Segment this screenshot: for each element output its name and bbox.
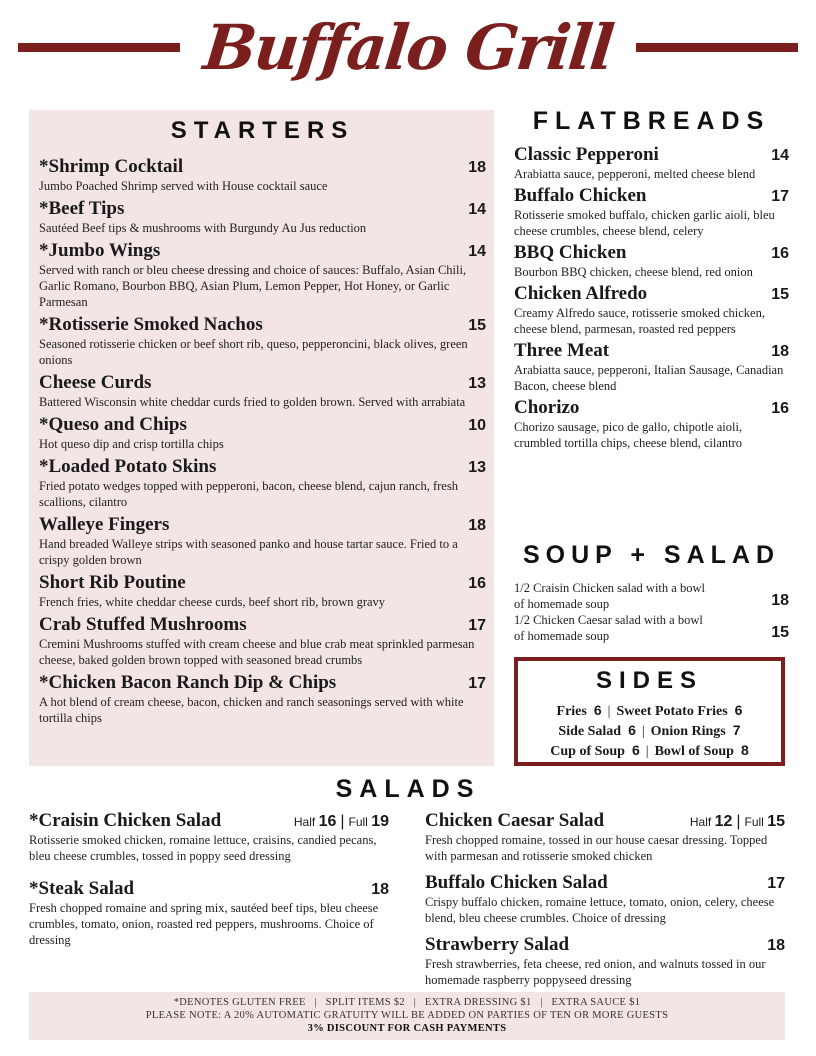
- soup-salad-price: 18: [771, 592, 789, 609]
- menu-item-header: [39, 672, 486, 694]
- menu-item-price: 17: [468, 675, 486, 692]
- menu-item-price: 17: [771, 188, 789, 205]
- menu-item-header: [514, 242, 789, 264]
- menu-item-header: [514, 144, 789, 166]
- menu-item-price: 14: [468, 243, 486, 260]
- menu-item-name: *Shrimp Cocktail: [39, 156, 184, 177]
- divider: |: [645, 744, 649, 759]
- menu-item-price: 16: [468, 575, 486, 592]
- full-label: Full: [348, 815, 368, 829]
- salad-item-description: Fresh chopped romaine, tossed in our house caesar dressing. Topped with parmesan and rotisserie smoked chicken: [425, 833, 768, 863]
- soup-salad-item: [514, 612, 789, 644]
- flatbreads-list: [514, 144, 789, 451]
- soup-salad-desc: 1/2 Chicken Caesar salad with a bowl of homemade soup: [514, 613, 703, 643]
- menu-item-name: *Rotisserie Smoked Nachos: [39, 314, 263, 335]
- menu-item-name: Cheese Curds: [39, 372, 152, 393]
- soup-salad-desc: 1/2 Craisin Chicken salad with a bowl of homemade soup: [514, 581, 705, 611]
- starters-title: STARTERS: [170, 117, 355, 144]
- menu-item-name: Buffalo Chicken: [514, 185, 647, 206]
- menu-item-header: [514, 185, 789, 207]
- menu-item-name: Chorizo: [514, 397, 580, 418]
- footer-line-policies: *DENOTES GLUTEN FREE | SPLIT ITEMS $2 | EXTRA DRESSING $1 | EXTRA SAUCE $1: [173, 997, 641, 1008]
- menu-item-description: Arabiatta sauce, pepperoni, Italian Sausage, Canadian Bacon, cheese blend: [514, 363, 784, 393]
- menu-item-header: [39, 156, 486, 178]
- menu-item-name: Three Meat: [514, 340, 610, 361]
- menu-item-description: Hand breaded Walleye strips with seasoned panko and house tartar sauce. Fried to a crispy golden brown: [39, 537, 458, 567]
- footer-notes: [29, 992, 785, 1040]
- salad-item-price: 17: [767, 875, 785, 892]
- menu-item-description: A hot blend of cream cheese, bacon, chicken and ranch seasonings served with white tortilla chips: [39, 695, 464, 725]
- left-decorative-bar: [18, 43, 180, 52]
- full-price: 19: [371, 813, 389, 830]
- menu-item: [39, 198, 486, 236]
- menu-item-name: *Jumbo Wings: [39, 240, 161, 261]
- sides-title: SIDES: [595, 667, 704, 694]
- salad-item-header: [29, 878, 389, 900]
- menu-item-price: 14: [771, 147, 789, 164]
- divider: |: [340, 813, 345, 830]
- menu-item-price: 13: [468, 375, 486, 392]
- side-price: 8: [740, 742, 749, 758]
- menu-item-header: [39, 240, 486, 262]
- salad-item-description: Fresh strawberries, feta cheese, red onion, and walnuts tossed in our homemade raspberry poppyseed dressing: [425, 957, 766, 987]
- half-price: 12: [714, 813, 733, 830]
- menu-item-header: [39, 614, 486, 636]
- starters-section: [29, 110, 494, 766]
- menu-item-description: Battered Wisconsin white cheddar curds fried to golden brown. Served with arrabiata: [39, 395, 466, 409]
- menu-item-name: Crab Stuffed Mushrooms: [39, 614, 247, 635]
- salad-item-description: Crispy buffalo chicken, romaine lettuce, tomato, onion, celery, cheese blend, bleu cheese crumbles. Choice of dressing: [425, 895, 775, 925]
- soup-salad-title: SOUP + SALAD: [523, 541, 780, 569]
- menu-item-price: 10: [468, 417, 486, 434]
- menu-item-header: [39, 198, 486, 220]
- menu-item-price: 17: [468, 617, 486, 634]
- menu-item-name: Chicken Alfredo: [514, 283, 648, 304]
- menu-item: [39, 572, 486, 610]
- menu-item-description: Bourbon BBQ chicken, cheese blend, red onion: [514, 265, 753, 279]
- side-price: 6: [631, 742, 640, 758]
- menu-item-description: Served with ranch or bleu cheese dressing and choice of sauces: Buffalo, Asian Chili, Garlic Romano, Bourbon BBQ, Asian Plum, Lemon Pepper, Hot Honey, or Garlic Parmesan: [39, 263, 467, 309]
- menu-item-description: Arabiatta sauce, pepperoni, melted cheese blend: [514, 167, 756, 181]
- menu-item: [39, 514, 486, 568]
- side-price: 6: [734, 702, 743, 718]
- side-name: Bowl of Soup: [654, 744, 734, 759]
- menu-item-description: Hot queso dip and crisp tortilla chips: [39, 437, 224, 451]
- salad-item-header: [425, 934, 785, 956]
- side-name: Fries: [556, 704, 587, 719]
- restaurant-title: Buffalo Grill: [200, 11, 616, 84]
- menu-item: [39, 240, 486, 310]
- right-decorative-bar: [636, 43, 798, 52]
- menu-item: [514, 185, 789, 239]
- menu-item-header: [39, 572, 486, 594]
- sides-box: [514, 657, 785, 766]
- soup-salad-price: 15: [771, 624, 789, 641]
- salad-item: [29, 810, 389, 864]
- salads-title: SALADS: [335, 775, 481, 803]
- menu-item-description: Rotisserie smoked buffalo, chicken garlic aioli, bleu cheese crumbles, cheese blend, celery: [514, 208, 775, 238]
- menu-item-header: [39, 414, 486, 436]
- flatbreads-section: [514, 106, 789, 454]
- half-label: Half: [689, 815, 712, 829]
- menu-item: [514, 242, 789, 280]
- salad-item: [425, 872, 785, 926]
- menu-item-name: Short Rib Poutine: [39, 572, 186, 593]
- full-price: 15: [767, 813, 785, 830]
- menu-item-description: French fries, white cheddar cheese curds, beef short rib, brown gravy: [39, 595, 386, 609]
- salads-right-column: [425, 810, 785, 996]
- salad-item-description: Fresh chopped romaine and spring mix, sautéed beef tips, bleu cheese crumbles, tomato, onion, roasted red peppers, mushrooms. Choice of dressing: [29, 901, 379, 947]
- menu-item-price: 18: [468, 159, 486, 176]
- menu-item-price: 14: [468, 201, 486, 218]
- menu-item: [514, 397, 789, 451]
- divider: |: [641, 724, 645, 739]
- soup-salad-item: [514, 580, 789, 612]
- menu-item: [39, 414, 486, 452]
- menu-item-description: Chorizo sausage, pico de gallo, chipotle aioli, crumbled tortilla chips, cheese blend, cilantro: [514, 420, 743, 450]
- menu-item-name: *Chicken Bacon Ranch Dip & Chips: [39, 672, 337, 693]
- starters-list: [39, 156, 486, 726]
- menu-item-header: [514, 397, 789, 419]
- menu-item: [39, 372, 486, 410]
- menu-item: [39, 314, 486, 368]
- menu-item-price: 18: [468, 517, 486, 534]
- menu-item-header: [39, 314, 486, 336]
- side-name: Onion Rings: [650, 724, 726, 739]
- menu-item-description: Seasoned rotisserie chicken or beef short rib, queso, pepperoncini, black olives, green onions: [39, 337, 468, 367]
- menu-item-price: 13: [468, 459, 486, 476]
- half-full-prices: [294, 813, 389, 831]
- side-price: 6: [593, 702, 602, 718]
- menu-item: [39, 672, 486, 726]
- salad-item-name: *Craisin Chicken Salad: [29, 810, 222, 831]
- menu-item-description: Cremini Mushrooms stuffed with cream cheese and blue crab meat sprinkled parmesan cheese, baked golden brown topped with seasoned bread crumbs: [39, 637, 475, 667]
- salad-item: [425, 810, 785, 864]
- salad-item-header: [425, 810, 785, 832]
- menu-item: [514, 340, 789, 394]
- menu-item-name: *Queso and Chips: [39, 414, 187, 435]
- menu-item-price: 15: [468, 317, 486, 334]
- side-name: Cup of Soup: [550, 744, 625, 759]
- salad-item-name: *Steak Salad: [29, 878, 135, 899]
- menu-item-header: [514, 283, 789, 305]
- salad-item: [425, 934, 785, 988]
- sides-line: [518, 741, 781, 761]
- menu-item-price: 18: [771, 343, 789, 360]
- menu-item-header: [514, 340, 789, 362]
- salad-item-name: Buffalo Chicken Salad: [425, 872, 608, 893]
- menu-item-description: Fried potato wedges topped with pepperoni, bacon, cheese blend, cajun ranch, fresh scallions, cilantro: [39, 479, 458, 509]
- flatbreads-title: FLATBREADS: [532, 107, 771, 135]
- sides-line: [518, 701, 781, 721]
- side-price: 6: [628, 722, 636, 738]
- soup-salad-section: [514, 538, 789, 644]
- sides-line: [518, 721, 781, 741]
- salad-item-name: Chicken Caesar Salad: [425, 810, 605, 831]
- menu-item-name: *Loaded Potato Skins: [39, 456, 217, 477]
- menu-item: [39, 156, 486, 194]
- salad-item-header: [425, 872, 785, 894]
- salads-left-column: [29, 810, 389, 956]
- half-label: Half: [293, 815, 316, 829]
- menu-item-price: 16: [771, 245, 789, 262]
- menu-item: [514, 144, 789, 182]
- side-price: 7: [732, 722, 741, 738]
- footer-line-gratuity: PLEASE NOTE: A 20% AUTOMATIC GRATUITY WILL BE ADDED ON PARTIES OF TEN OR MORE GUESTS: [145, 1010, 669, 1021]
- divider: |: [736, 813, 741, 830]
- menu-item-header: [39, 372, 486, 394]
- menu-item: [514, 283, 789, 337]
- menu-item: [39, 456, 486, 510]
- menu-item-header: [39, 456, 486, 478]
- full-label: Full: [744, 815, 764, 829]
- menu-item-description: Creamy Alfredo sauce, rotisserie smoked chicken, cheese blend, parmesan, roasted red peppers: [514, 306, 765, 336]
- half-price: 16: [318, 813, 337, 830]
- header: [0, 0, 816, 108]
- divider: |: [607, 704, 611, 719]
- menu-item-name: Classic Pepperoni: [514, 144, 659, 165]
- side-name: Side Salad: [558, 724, 622, 739]
- half-full-prices: [690, 813, 785, 831]
- salad-item-price: 18: [371, 881, 389, 898]
- salad-item-name: Strawberry Salad: [425, 934, 570, 955]
- menu-item: [39, 614, 486, 668]
- menu-item-name: BBQ Chicken: [514, 242, 627, 263]
- side-name: Sweet Potato Fries: [616, 704, 728, 719]
- menu-item-description: Sautéed Beef tips & mushrooms with Burgundy Au Jus reduction: [39, 221, 367, 235]
- footer-line-cash-discount: 3% DISCOUNT FOR CASH PAYMENTS: [307, 1023, 507, 1034]
- menu-item-description: Jumbo Poached Shrimp served with House cocktail sauce: [39, 179, 328, 193]
- salad-item: [29, 878, 389, 948]
- salad-item-price: 18: [767, 937, 785, 954]
- menu-item-header: [39, 514, 486, 536]
- menu-item-price: 15: [771, 286, 789, 303]
- menu-item-name: Walleye Fingers: [39, 514, 170, 535]
- menu-item-name: *Beef Tips: [39, 198, 125, 219]
- menu-item-price: 16: [771, 400, 789, 417]
- salad-item-description: Rotisserie smoked chicken, romaine lettuce, craisins, candied pecans, bleu cheese crumbles, tossed in poppy seed dressing: [29, 833, 377, 863]
- salad-item-header: [29, 810, 389, 832]
